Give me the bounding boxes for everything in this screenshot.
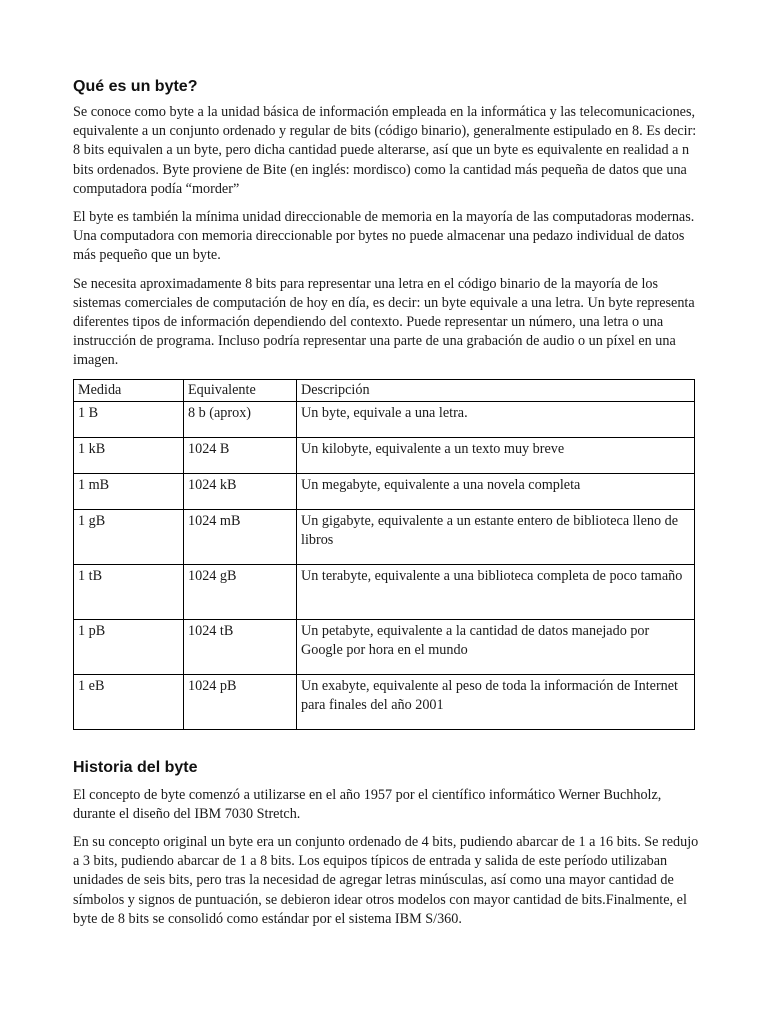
table-cell: 1 kB bbox=[74, 437, 184, 473]
table-cell: 1024 pB bbox=[184, 674, 297, 729]
paragraph-memory-unit: El byte es también la mínima unidad direccionable de memoria en la mayoría de las computadoras modernas. Una computadora con memoria direccionable por bytes no puede almacenar una pedazo individual de datos más pequeño que un byte. bbox=[73, 209, 695, 264]
paragraph-representation: Se necesita aproximadamente 8 bits para representar una letra en el código binario de la mayoría de los sistemas comerciales de computación de hoy en día, es decir: un byte equivale a una letra. Un byte representa diferentes tipos de información dependiendo del contexto. Puede representar un número, una letra o una instrucción de programa. Incluso podría representar una parte de una grabación de audio o un píxel en una imagen. bbox=[73, 275, 695, 369]
table-row bbox=[74, 401, 695, 437]
document-page bbox=[73, 76, 699, 929]
table-cell: 1024 B bbox=[184, 437, 297, 473]
table-row bbox=[74, 509, 695, 564]
section-title-que-es-un-byte: Qué es un byte? bbox=[73, 78, 198, 95]
table-cell: 1 pB bbox=[74, 619, 184, 674]
table-cell: Un gigabyte, equivalente a un estante entero de biblioteca lleno de libros bbox=[297, 509, 695, 564]
table-row bbox=[74, 473, 695, 509]
table-row bbox=[74, 437, 695, 473]
table-cell: 1 eB bbox=[74, 674, 184, 729]
table-cell: Un megabyte, equivalente a una novela completa bbox=[297, 473, 695, 509]
table-row bbox=[74, 619, 695, 674]
table-cell: 1024 mB bbox=[184, 509, 297, 564]
table-cell: 1 B bbox=[74, 401, 184, 437]
table-header-cell: Descripción bbox=[297, 379, 695, 401]
table-cell: Un exabyte, equivalente al peso de toda la información de Internet para finales del año 2001 bbox=[297, 674, 695, 729]
table-cell: Un byte, equivale a una letra. bbox=[297, 401, 695, 437]
table-row bbox=[74, 674, 695, 729]
byte-units-table bbox=[73, 379, 695, 730]
table-row bbox=[74, 564, 695, 619]
table-cell: 1 tB bbox=[74, 564, 184, 619]
table-cell: 1024 tB bbox=[184, 619, 297, 674]
table-header-cell: Medida bbox=[74, 379, 184, 401]
table-cell: 8 b (aprox) bbox=[184, 401, 297, 437]
table-cell: 1 mB bbox=[74, 473, 184, 509]
table-cell: Un kilobyte, equivalente a un texto muy breve bbox=[297, 437, 695, 473]
table-cell: 1024 kB bbox=[184, 473, 297, 509]
section-title-historia-del-byte: Historia del byte bbox=[73, 758, 198, 776]
table-cell: 1 gB bbox=[74, 509, 184, 564]
table-cell: 1024 gB bbox=[184, 564, 297, 619]
table-header-cell: Equivalente bbox=[184, 379, 297, 401]
table-cell: Un terabyte, equivalente a una biblioteca completa de poco tamaño bbox=[297, 564, 695, 619]
table-cell: Un petabyte, equivalente a la cantidad de datos manejado por Google por hora en el mundo bbox=[297, 619, 695, 674]
table-header-row bbox=[74, 379, 695, 401]
paragraph-definition: Se conoce como byte a la unidad básica de información empleada en la informática y las telecomunicaciones, equivalente a un conjunto ordenado y regular de bits (código binario), generalmente estipulado en 8. Es decir: 8 bits equivalen a un byte, pero dicha cantidad puede alterarse, así que un byte es equivalente en realidad a n bits ordenados. Byte proviene de Bite (en inglés: mordisco) como la cantidad más pequeña de datos que una computadora podía “morder” bbox=[73, 104, 697, 197]
paragraph-history-evolution: En su concepto original un byte era un conjunto ordenado de 4 bits, pudiendo abarcar de 1 a 16 bits. Se redujo a 3 bits, pudiendo abarcar de 1 a 8 bits. Los equipos típicos de entrada y salida de este período utilizaban unidades de seis bits, pero tras la necesidad de agregar letras minúsculas, así como una mayor cantidad de símbolos y signos de puntuación, se debieron idear otros modelos con mayor cantidad de bits.Finalmente, el byte de 8 bits se consolidó como estándar por el sistema IBM S/360. bbox=[73, 834, 699, 927]
paragraph-history-origin: El concepto de byte comenzó a utilizarse en el año 1957 por el científico informático Werner Buchholz, durante el diseño del IBM 7030 Stretch. bbox=[73, 786, 662, 822]
